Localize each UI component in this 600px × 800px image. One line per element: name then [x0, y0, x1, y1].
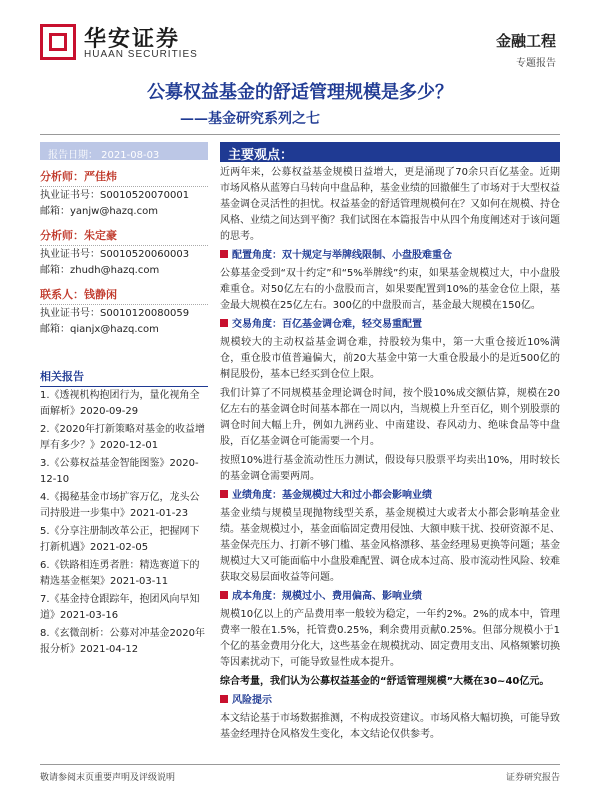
section-heading: 交易角度：百亿基金调仓难，轻交易重配置: [220, 317, 560, 332]
section-paragraph: 按照10%进行基金流动性压力测试，假设每只股票平均卖出10%，用时较长的基金调仓需要两周。: [220, 455, 560, 482]
related-reports-header: 相关报告: [40, 368, 208, 387]
list-item[interactable]: 7.《基金持仓跟踪年，抱团风向早知道》2021-03-16: [40, 594, 200, 621]
report-subcategory: 专题报告: [516, 58, 556, 69]
risk-heading: 风险提示: [220, 693, 560, 708]
analyst-cert: 执业证书号：S0010520070001: [40, 190, 190, 201]
bullet-icon: [220, 250, 228, 258]
list-item[interactable]: 3.《公募权益基金智能图鉴》2020-12-10: [40, 458, 199, 485]
report-title: 公募权益基金的舒适管理规模是多少？: [147, 82, 453, 103]
section-heading: 配置角度：双十规定与举牌线限制、小盘股难重仓: [220, 248, 560, 263]
logo-name-en: HUAAN SECURITIES: [84, 49, 198, 60]
main-content: [220, 142, 560, 743]
bullet-icon: [220, 591, 228, 599]
bullet-icon: [220, 695, 228, 703]
list-item[interactable]: 6.《铁路相连勇者胜：精选赛道下的精选基金框架》2021-03-11: [40, 560, 200, 587]
report-subtitle: ——基金研究系列之七: [180, 111, 320, 127]
contact-email[interactable]: 邮箱：qianjx@hazq.com: [40, 324, 159, 335]
footer-disclaimer: 敬请参阅末页重要声明及评级说明: [40, 773, 176, 783]
list-item[interactable]: 1.《透视机构抱团行为，量化视角全面解析》2020-09-29: [40, 390, 200, 417]
key-points-header: 主要观点：: [220, 142, 560, 162]
list-item[interactable]: 4.《揭秘基金市场扩容万亿，龙头公司持股进一步集中》2021-01-23: [40, 492, 200, 519]
contact-header: 联系人：钱静闲: [40, 286, 208, 305]
section-heading: 成本角度：规模过小、费用偏高、影响业绩: [220, 589, 560, 604]
analyst-email[interactable]: 邮箱：zhudh@hazq.com: [40, 265, 160, 276]
analyst-header: 分析师：严佳炜: [40, 168, 208, 187]
section-paragraph: 公募基金受到“双十约定”和“5%举牌线”约束，如果基金规模过大，中小盘股难重仓。对50亿左右的小盘股而言，如果要配置到10%的基金仓位上限，基金最大规模在25亿左右。300亿的中盘股而言，基金最大规模在150亿。: [220, 268, 560, 311]
analyst-email[interactable]: 邮箱：yanjw@hazq.com: [40, 206, 158, 217]
contact-cert: 执业证书号：S0010120080059: [40, 308, 190, 319]
list-item[interactable]: 5.《分享注册制改革公正，把握网下打新机遇》2021-02-05: [40, 526, 200, 553]
huaan-logo-icon: [40, 24, 76, 60]
left-sidebar: [40, 142, 208, 337]
report-header: [0, 0, 600, 70]
risk-paragraph: 本文结论基于市场数据推测，不构成投资建议。市场风格大幅切换，可能导致基金经理持仓风格发生变化，本文结论仅供参考。: [220, 713, 560, 740]
title-divider: [40, 134, 560, 135]
section-paragraph: 规模10亿以上的产品费用率一般较为稳定，一年约2%。2%的成本中，管理费率一般在1.5%，托管费0.25%，剩余费用贡献0.25%。但部分规模小于1个亿的基金费用分化大，这些基金在规模扰动、固定费用支出、风格频繁切换等因素扰动下，可能导致显性成本提升。: [220, 609, 560, 668]
related-reports-list: [40, 388, 208, 660]
section-heading: 业绩角度：基金规模过大和过小都会影响业绩: [220, 488, 560, 503]
footer-label: 证券研究报告: [505, 773, 560, 783]
analyst-cert: 执业证书号：S0010520060003: [40, 249, 190, 260]
footer-divider: [40, 764, 560, 765]
section-paragraph: 基金业绩与规模呈现抛物线型关系，基金规模过大或者太小都会影响基金业绩。基金规模过小，基金面临固定费用侵蚀、大额申赎干扰、投研资源不足、基金保壳压力、打新不够门槛、基金风格漂移、基金经理易更换等问题；基金规模过大又可能面临中小盘股难配置、调仓成本过高、股市流动性风险、较难获取交易层面收益等问题。: [220, 508, 560, 583]
list-item[interactable]: 8.《玄微剖析：公募对冲基金2020年报分析》2021-04-12: [40, 628, 205, 655]
report-date: 报告日期： 2021-08-03: [40, 142, 208, 160]
section-paragraph: 我们计算了不同规模基金理论调仓时间，按个股10%成交额估算，规模在20亿左右的基金调仓时间基本都在一周以内，当规模上升至百亿，则个别股票的调仓时间大幅上升，例如九洲药业、中南建设、春风动力、绝味食品等中盘股，百亿基金调仓可能需要一个月。: [220, 388, 560, 447]
analyst-header: 分析师：朱定豪: [40, 227, 208, 246]
section-paragraph: 规模较大的主动权益基金调仓难，持股较为集中，第一大重仓接近10%满仓，重仓股市值普遍偏大，前20大基金中第一大重仓股最小的是近500亿的桐昆股份，基本已经买到仓位上限。: [220, 337, 560, 380]
logo-name-cn: 华安证券: [84, 26, 181, 52]
bullet-icon: [220, 490, 228, 498]
intro-paragraph: 近两年来，公募权益基金规模日益增大，更是涌现了70余只百亿基金。近期市场风格从蓝筹白马转向中盘品种，基金业绩的回撤催生了市场对于大型权益基金调仓灵活性的担忧。权益基金的舒适管理规模何在？又如何在规模、持仓风格、业绩之间达到平衡？我们试图在本篇报告中从四个角度阐述对于该问题的思考。: [220, 167, 560, 242]
bullet-icon: [220, 319, 228, 327]
conclusion: 综合考量，我们认为公募权益基金的“舒适管理规模”大概在30~40亿元。: [220, 676, 550, 687]
report-category: 金融工程: [495, 32, 556, 50]
list-item[interactable]: 2.《2020年打新策略对基金的收益增厚有多少？》2020-12-01: [40, 424, 205, 451]
